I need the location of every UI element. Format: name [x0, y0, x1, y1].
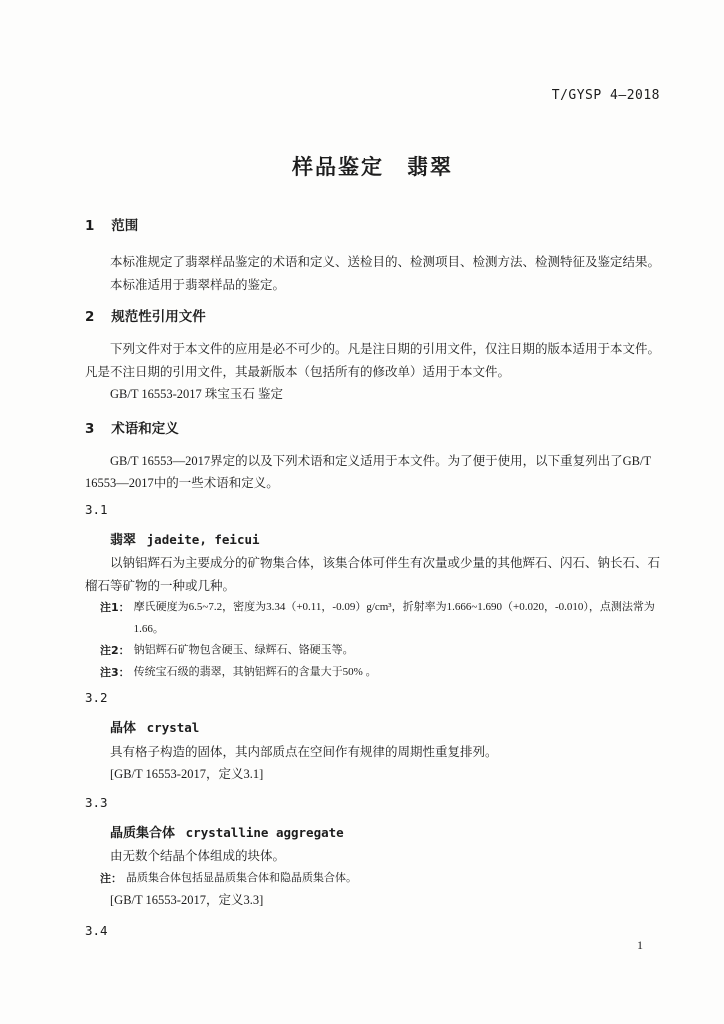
source-reference: [GB/T 16553-2017，定义3.1] [110, 767, 264, 781]
section-3-paragraph: GB/T 16553—2017界定的以及下列术语和定义适用于本文件。为了便于使用，以下重复列出了GB/T 16553—2017中的一些术语和定义。 [85, 453, 651, 490]
note-label: 注2： [100, 644, 130, 657]
section-1-title: 范围 [111, 218, 139, 234]
term-heading [85, 822, 660, 846]
term-definition: 具有格子构造的固体，其内部质点在空间作有规律的周期性重复排列。 [110, 744, 498, 759]
note-row [85, 868, 660, 890]
term-name-en: crystalline aggregate [185, 824, 344, 840]
term-number: 3.2 [85, 690, 108, 705]
cited-standard: GB/T 16553-2017 珠宝玉石 鉴定 [110, 387, 284, 401]
term-definition: 以钠铝辉石为主要成分的矿物集合体，该集合体可伴生有次量或少量的其他辉石、闪石、钠长石、石榴石等矿物的一种或几种。 [85, 556, 661, 593]
term-definition: 由无数个结晶个体组成的块体。 [110, 849, 286, 863]
section-1-heading [85, 217, 660, 235]
section-2-number: 2 [85, 309, 95, 325]
note-row [85, 640, 660, 662]
term-heading [85, 717, 660, 741]
note-label: 注3： [100, 665, 130, 679]
term-name-en: crystal [146, 720, 200, 735]
section-2-title: 规范性引用文件 [111, 309, 206, 325]
section-3-number: 3 [85, 420, 95, 437]
section-3-title: 术语和定义 [111, 420, 179, 437]
section-2-paragraph: 下列文件对于本文件的应用是必不可少的。凡是注日期的引用文件，仅注日期的版本适用于本文件。凡是不注日期的引用文件，其最新版本（包括所有的修改单）适用于本文件。 [85, 342, 661, 379]
term-number: 3.1 [85, 501, 108, 517]
note-label: 注1： [100, 601, 130, 614]
note-row [85, 597, 660, 640]
page-number: 1 [637, 938, 643, 952]
note-text: 摩氏硬度为6.5~7.2，密度为3.34（+0.11，-0.09）g/cm³，折射率为1.666~1.690（+0.020，-0.010），点测法常为1.66。 [133, 601, 655, 635]
term-name-en: jadeite, feicui [146, 531, 260, 547]
note-row [85, 662, 660, 684]
note-label: 注： [100, 871, 122, 885]
document-title: 样品鉴定 翡翠 [292, 155, 453, 179]
source-reference: [GB/T 16553-2017，定义3.3] [110, 893, 264, 907]
term-heading [85, 529, 660, 553]
term-name-cn: 翡翠 [110, 532, 137, 548]
term-number: 3.4 [85, 922, 108, 938]
note-text: 晶质集合体包括显晶质集合体和隐晶质集合体。 [126, 871, 357, 884]
term-number: 3.3 [85, 794, 108, 810]
section-1-number: 1 [85, 218, 95, 234]
section-1-paragraph: 本标准适用于翡翠样品的鉴定。 [110, 277, 286, 292]
section-3-heading [85, 420, 660, 438]
term-name-cn: 晶体 [110, 721, 137, 736]
term-name-cn: 晶质集合体 [110, 825, 176, 841]
section-1-paragraph: 本标准规定了翡翠样品鉴定的术语和定义、送检目的、检测项目、检测方法、检测特征及鉴定结果。 [110, 255, 661, 269]
note-text: 钠铝辉石矿物包含硬玉、绿辉石、铬硬玉等。 [133, 644, 354, 656]
note-text: 传统宝石级的翡翠，其钠铝辉石的含量大于50% 。 [133, 665, 377, 678]
section-2-heading [85, 308, 660, 326]
standard-number: T/GYSP 4—2018 [551, 88, 660, 103]
